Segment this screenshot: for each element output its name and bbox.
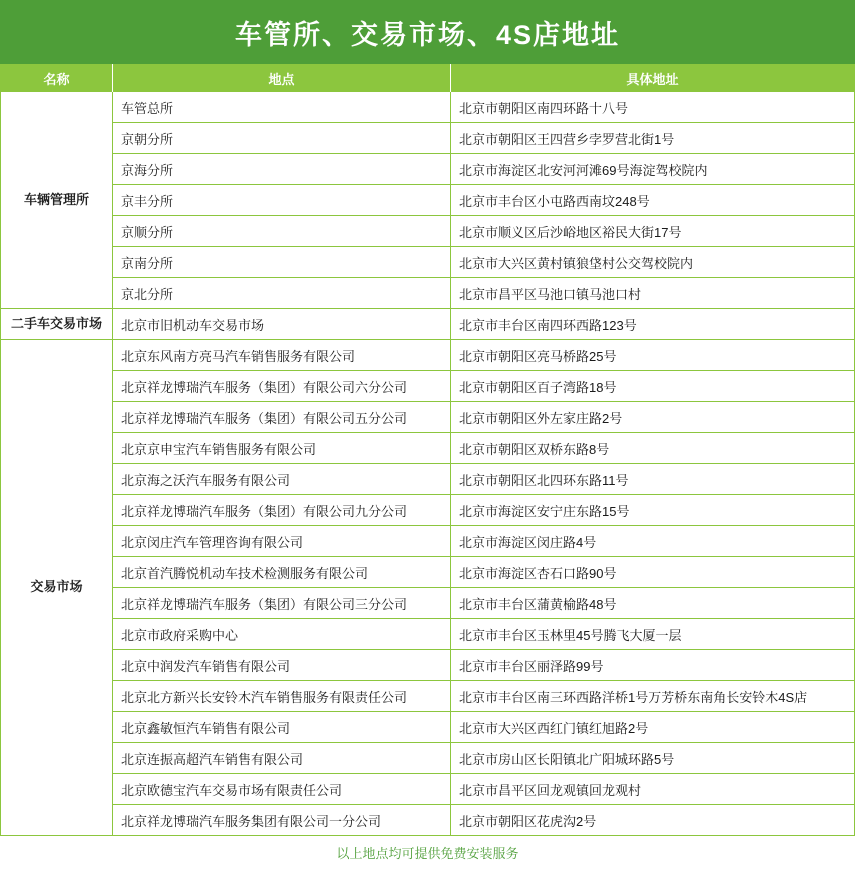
table-row	[113, 433, 854, 464]
cell-place: 北京京申宝汽车销售服务有限公司	[113, 433, 451, 464]
cell-address: 北京市海淀区闵庄路4号	[451, 526, 854, 557]
table-row	[113, 402, 854, 433]
cell-place: 京北分所	[113, 278, 451, 309]
cell-address: 北京市昌平区马池口镇马池口村	[451, 278, 854, 309]
cell-address: 北京市丰台区小屯路西南坟248号	[451, 185, 854, 216]
group-rows	[113, 92, 854, 309]
cell-place: 北京祥龙博瑞汽车服务（集团）有限公司五分公司	[113, 402, 451, 433]
group-rows	[113, 340, 854, 836]
cell-address: 北京市海淀区安宁庄东路15号	[451, 495, 854, 526]
cell-address: 北京市房山区长阳镇北广阳城环路5号	[451, 743, 854, 774]
group-label: 车辆管理所	[1, 92, 113, 309]
cell-place: 北京东风南方亮马汽车销售服务有限公司	[113, 340, 451, 371]
cell-address: 北京市丰台区丽泽路99号	[451, 650, 854, 681]
cell-place: 北京鑫敏恒汽车销售有限公司	[113, 712, 451, 743]
cell-place: 北京祥龙博瑞汽车服务集团有限公司一分公司	[113, 805, 451, 836]
column-header-place: 地点	[113, 64, 451, 92]
table-row	[113, 185, 854, 216]
footer-note: 以上地点均可提供免费安装服务	[0, 836, 855, 869]
table-row	[113, 557, 854, 588]
column-header-category: 名称	[1, 64, 113, 92]
cell-address: 北京市朝阳区南四环路十八号	[451, 92, 854, 123]
cell-address: 北京市朝阳区双桥东路8号	[451, 433, 854, 464]
table-row	[113, 123, 854, 154]
group-label: 二手车交易市场	[1, 309, 113, 340]
table-row	[113, 309, 854, 340]
table-row	[113, 805, 854, 836]
cell-address: 北京市昌平区回龙观镇回龙观村	[451, 774, 854, 805]
cell-address: 北京市大兴区西红门镇红旭路2号	[451, 712, 854, 743]
table-row	[113, 712, 854, 743]
table-row	[113, 619, 854, 650]
cell-place: 北京北方新兴长安铃木汽车销售服务有限责任公司	[113, 681, 451, 712]
cell-address: 北京市顺义区后沙峪地区裕民大街17号	[451, 216, 854, 247]
cell-address: 北京市朝阳区亮马桥路25号	[451, 340, 854, 371]
cell-place: 京顺分所	[113, 216, 451, 247]
cell-place: 北京祥龙博瑞汽车服务（集团）有限公司六分公司	[113, 371, 451, 402]
cell-place: 北京祥龙博瑞汽车服务（集团）有限公司三分公司	[113, 588, 451, 619]
table-row	[113, 681, 854, 712]
cell-place: 京朝分所	[113, 123, 451, 154]
table-row	[113, 371, 854, 402]
cell-address: 北京市朝阳区外左家庄路2号	[451, 402, 854, 433]
table-group	[1, 309, 854, 340]
page-title: 车管所、交易市场、4S店地址	[0, 0, 855, 64]
table-body	[1, 92, 854, 836]
table-row	[113, 216, 854, 247]
table-row	[113, 774, 854, 805]
cell-place: 北京市旧机动车交易市场	[113, 309, 451, 340]
cell-place: 北京首汽腾悦机动车技术检测服务有限公司	[113, 557, 451, 588]
cell-address: 北京市丰台区南三环西路洋桥1号万芳桥东南角长安铃木4S店	[451, 681, 854, 712]
table-group	[1, 92, 854, 309]
table-row	[113, 743, 854, 774]
cell-place: 北京连振高超汽车销售有限公司	[113, 743, 451, 774]
table-row	[113, 464, 854, 495]
address-table	[0, 64, 855, 836]
cell-address: 北京市海淀区北安河河滩69号海淀驾校院内	[451, 154, 854, 185]
cell-place: 北京闵庄汽车管理咨询有限公司	[113, 526, 451, 557]
cell-place: 北京海之沃汽车服务有限公司	[113, 464, 451, 495]
cell-address: 北京市朝阳区百子湾路18号	[451, 371, 854, 402]
table-row	[113, 340, 854, 371]
cell-place: 北京欧德宝汽车交易市场有限责任公司	[113, 774, 451, 805]
table-row	[113, 92, 854, 123]
cell-place: 北京市政府采购中心	[113, 619, 451, 650]
table-header	[1, 64, 854, 92]
group-label: 交易市场	[1, 340, 113, 836]
cell-address: 北京市丰台区玉林里45号腾飞大厦一层	[451, 619, 854, 650]
table-group	[1, 340, 854, 836]
cell-address: 北京市朝阳区北四环东路11号	[451, 464, 854, 495]
cell-address: 北京市大兴区黄村镇狼垡村公交驾校院内	[451, 247, 854, 278]
cell-place: 京丰分所	[113, 185, 451, 216]
cell-address: 北京市海淀区杏石口路90号	[451, 557, 854, 588]
cell-place: 北京祥龙博瑞汽车服务（集团）有限公司九分公司	[113, 495, 451, 526]
group-rows	[113, 309, 854, 340]
cell-address: 北京市朝阳区花虎沟2号	[451, 805, 854, 836]
table-row	[113, 495, 854, 526]
table-row	[113, 154, 854, 185]
cell-place: 北京中润发汽车销售有限公司	[113, 650, 451, 681]
table-row	[113, 526, 854, 557]
cell-address: 北京市丰台区南四环西路123号	[451, 309, 854, 340]
cell-address: 北京市丰台区蒲黄榆路48号	[451, 588, 854, 619]
cell-address: 北京市朝阳区王四营乡孛罗营北街1号	[451, 123, 854, 154]
cell-place: 车管总所	[113, 92, 451, 123]
table-row	[113, 247, 854, 278]
table-row	[113, 278, 854, 309]
cell-place: 京海分所	[113, 154, 451, 185]
cell-place: 京南分所	[113, 247, 451, 278]
table-row	[113, 650, 854, 681]
column-header-address: 具体地址	[626, 71, 679, 87]
table-row	[113, 588, 854, 619]
